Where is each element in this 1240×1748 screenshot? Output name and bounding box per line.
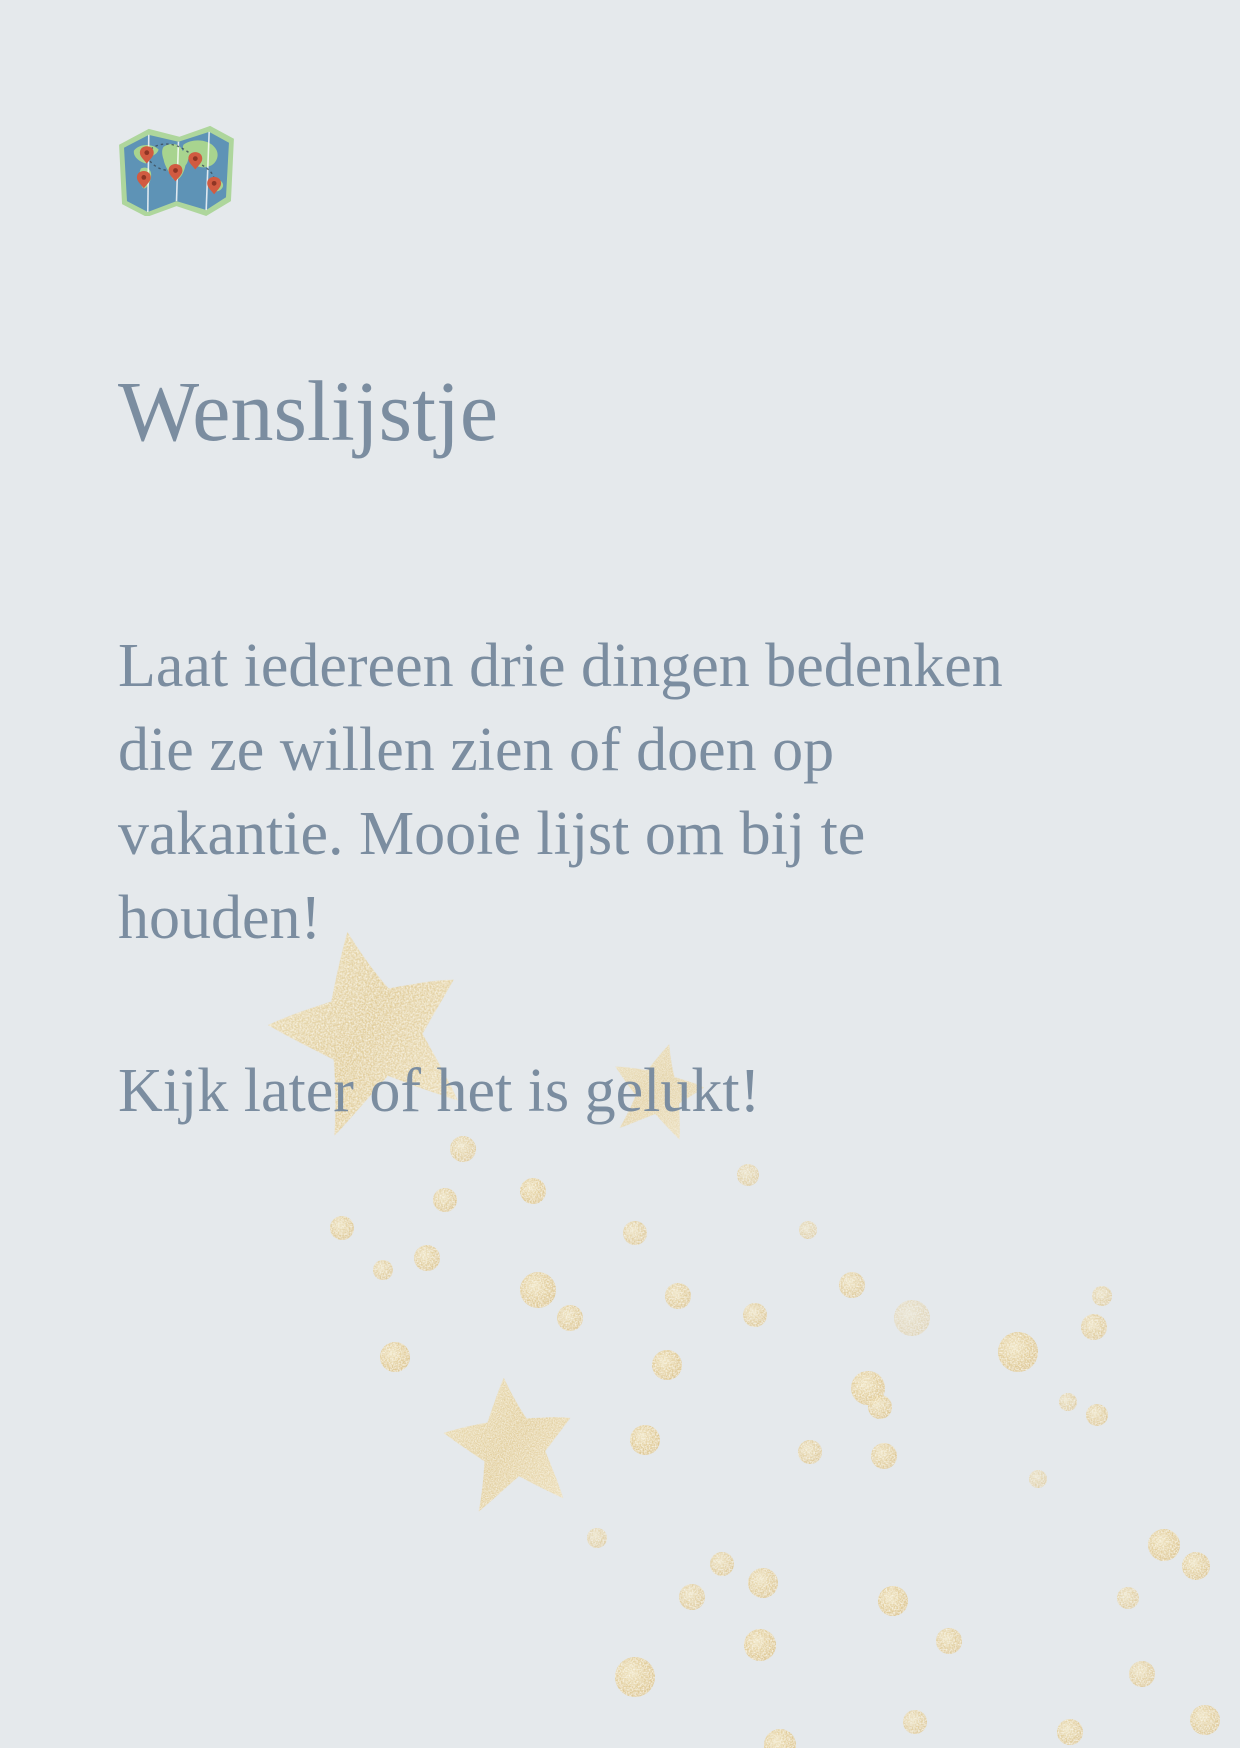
page-title: Wenslijstje	[118, 363, 499, 459]
glitter-dot	[1190, 1705, 1220, 1735]
closing-line: Kijk later of het is gelukt!	[118, 1057, 761, 1125]
glitter-dot	[839, 1272, 865, 1298]
glitter-dot	[764, 1729, 796, 1748]
glitter-dot	[433, 1188, 457, 1212]
world-map-icon	[114, 117, 238, 216]
glitter-dot	[1059, 1393, 1077, 1411]
glitter-dot	[330, 1216, 354, 1240]
glitter-dot	[799, 1221, 817, 1239]
glitter-dot	[373, 1260, 393, 1280]
paragraph-line: Laat iedereen drie dingen bedenken	[118, 632, 1003, 700]
glitter-dot	[744, 1629, 776, 1661]
glitter-dot	[710, 1552, 734, 1576]
glitter-dot	[520, 1178, 546, 1204]
body-paragraph	[118, 624, 1003, 960]
glitter-dot	[903, 1710, 927, 1734]
glitter-dot	[1081, 1314, 1107, 1340]
glitter-dot	[520, 1272, 556, 1308]
glitter-dot	[1057, 1719, 1083, 1745]
glitter-dot	[748, 1568, 778, 1598]
paragraph-line: houden!	[118, 884, 322, 952]
glitter-stars	[250, 909, 711, 1515]
glitter-dot	[998, 1332, 1038, 1372]
glitter-dot	[871, 1443, 897, 1469]
glitter-dot	[587, 1528, 607, 1548]
glitter-dot	[936, 1628, 962, 1654]
glitter-dot	[652, 1350, 682, 1380]
glitter-dot	[1182, 1552, 1210, 1580]
glitter-star	[437, 1369, 581, 1514]
glitter-dot	[414, 1245, 440, 1271]
glitter-dot	[737, 1164, 759, 1186]
paragraph-line: vakantie. Mooie lijst om bij te	[118, 800, 866, 868]
glitter-dot	[798, 1440, 822, 1464]
glitter-dot	[1029, 1470, 1047, 1488]
glitter-dot	[665, 1283, 691, 1309]
paragraph-line: die ze willen zien of doen op	[118, 716, 835, 784]
glitter-dot	[743, 1303, 767, 1327]
glitter-dot	[868, 1395, 892, 1419]
glitter-dot	[630, 1425, 660, 1455]
glitter-dot	[380, 1342, 410, 1372]
glitter-dot	[450, 1136, 476, 1162]
glitter-dot	[679, 1584, 705, 1610]
glitter-dot	[1148, 1529, 1180, 1561]
glitter-dot	[557, 1305, 583, 1331]
glitter-dot	[1117, 1587, 1139, 1609]
glitter-dot	[878, 1586, 908, 1616]
glitter-dot	[623, 1221, 647, 1245]
glitter-dot	[615, 1657, 655, 1697]
glitter-dot	[1092, 1286, 1112, 1306]
glitter-dot	[894, 1300, 930, 1336]
glitter-dot	[1086, 1404, 1108, 1426]
glitter-dot	[1129, 1661, 1155, 1687]
